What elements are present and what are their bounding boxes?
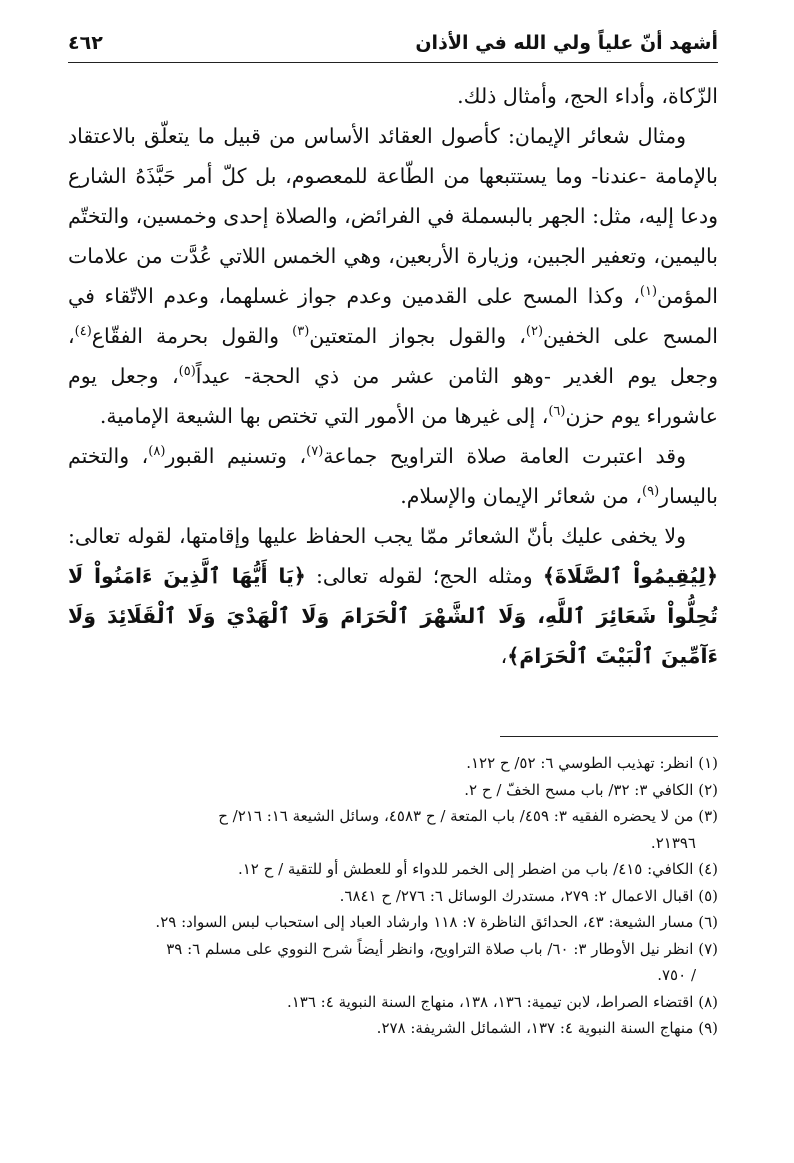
paragraph-text: ، والتختم باليسار [68,444,718,508]
main-text [68,76,718,676]
footnote-6 [68,909,718,936]
footnote-text: (٩) منهاج السنة النبوية ٤: ١٣٧، الشمائل الشريفة: ٢٧٨. [376,1019,718,1037]
footnote-text: (٦) مسار الشيعة: ٤٣، الحدائق الناظرة ٧: ١١٨ وارشاد العباد إلى استحباب لبس السواد: ٢٩. [155,913,718,931]
footnote-text: (٨) اقتضاء الصراط، لابن تيمية: ١٣٦، ١٣٨، منهاج السنة النبوية ٤: ١٣٦. [286,992,718,1011]
footnote-ref-4[interactable]: (٤) [74,324,92,340]
paragraph-text: ، وكذا المسح على القدمين وعدم جواز غسلهما، وعدم الاتّقاء في المسح على الخفين [68,284,718,348]
quran-verse: ﴿لِيُقِيمُواْ ٱلصَّلَاةَ﴾ [542,564,718,588]
paragraph-text: وقد اعتبرت العامة صلاة التراويح جماعة [323,444,686,468]
footnote-ref-5[interactable]: (٥) [178,364,196,380]
footnote-text: (٢) الكافي ٣: ٣٢/ باب مسح الخفّ / ح ٢. [464,780,718,799]
footnote-9 [68,1015,718,1042]
footnote-7-continuation [68,962,718,989]
footnote-text: (٥) اقبال الاعمال ٢: ٢٧٩، مستدرك الوسائل ٦: ٢٧٦/ ح ٦٨٤١. [339,886,718,905]
quran-verse: ﴿يَا أَيُّهَا ٱلَّذِينَ ءَامَنُواْ لَا تُحِلُّواْ شَعَائِرَ ٱللَّهِ، وَلَا ٱلشَّهْرَ ٱلْحَرَامَ وَلَا ٱلْهَدْيَ وَلَا ٱلْقَلَائِدَ وَلَا ءَآمِّينَ ٱلْبَيْتَ ٱلْحَرَامَ﴾ [68,564,718,668]
footnote-1 [68,750,718,777]
footnote-ref-9[interactable]: (٩) [642,484,660,500]
footnote-text: (٤) الكافي: ٤١٥/ باب من اضطر إلى الخمر للدواء أو للعطش أو للتقية / ح ١٢. [237,860,718,878]
footnote-7 [68,936,718,963]
footnote-3 [68,803,718,830]
footnote-separator [500,736,718,737]
footnote-text: (٣) من لا يحضره الفقيه ٣: ٤٥٩/ باب المتعة / ح ٤٥٨٣، وسائل الشيعة ١٦: ٢١٦/ ح [218,807,718,825]
footnote-ref-8[interactable]: (٨) [148,444,166,460]
footnote-3-continuation [68,830,718,857]
footnote-text: / ٧٥٠. [657,966,696,984]
running-title: أشهد أنّ علياً ولي الله في الأذان [415,32,718,54]
paragraph [68,76,718,116]
paragraph-text: ، وجعل يوم عاشوراء يوم حزن [68,364,718,428]
paragraph-text: ، من شعائر الإيمان والإسلام. [400,484,643,508]
paragraph-text: ، وجعل يوم الغدير -وهو الثامن عشر من ذي الحجة- عيداً [68,324,719,388]
paragraph-text: ومثال شعائر الإيمان: كأصول العقائد الأساس من قبيل ما يتعلّق بالاعتقاد بالإمامة -عندنا- وما يستتبعها من الطّاعة للمعصوم، بل كلّ أمر حَبَّذَهُ الشارع ودعا إليه، مثل: الجهر بالبسملة في الفرائض، والصلاة إحدى وخمسين، والتختّم باليمين، وتعفير الجبين، وزيارة الأربعين، وهي الخمس اللاتي عُدَّت من علامات المؤمن [68,124,718,308]
paragraph-text: ، إلى غيرها من الأمور التي تختص بها الشيعة الإمامية. [99,404,549,428]
paragraph-text: ، والقول بجواز المتعتين [309,324,526,348]
page-number: ٤٦٢ [68,32,103,54]
footnote-ref-1[interactable]: (١) [639,284,658,300]
footnote-ref-6[interactable]: (٦) [548,404,566,420]
paragraph-text: والقول بحرمة الفقّاع [91,324,293,348]
footnote-5 [68,883,718,910]
paragraph [68,436,718,516]
paragraph-text: ، [500,644,508,668]
footnote-4 [68,856,718,883]
footnote-ref-7[interactable]: (٧) [306,444,324,460]
paragraph [68,116,718,436]
running-header [68,28,718,63]
book-page [68,0,718,1163]
paragraph [68,516,718,676]
footnote-text: (٧) انظر نيل الأوطار ٣: ٦٠/ باب صلاة التراويح، وانظر أيضاً شرح النووي على مسلم ٦: ٣٩ [166,939,718,958]
footnote-text: (١) انظر: تهذيب الطوسي ٦: ٥٢/ ح ١٢٢. [466,754,718,772]
footnote-text: ٢١٣٩٦. [650,833,696,852]
paragraph-text: ولا يخفى عليك بأنّ الشعائر ممّا يجب الحفاظ عليها وإقامتها، لقوله تعالى: [68,524,686,548]
footnotes [68,750,718,1042]
footnote-ref-3[interactable]: (٣) [292,324,310,340]
footnote-2 [68,777,718,804]
paragraph-text: ومثله الحج؛ لقوله تعالى: [305,564,543,588]
paragraph-text: الزّكاة، وأداء الحج، وأمثال ذلك. [457,84,718,108]
paragraph-text: ، وتسنيم القبور [165,444,307,468]
footnote-ref-2[interactable]: (٢) [525,324,544,340]
footnote-8 [68,989,718,1016]
